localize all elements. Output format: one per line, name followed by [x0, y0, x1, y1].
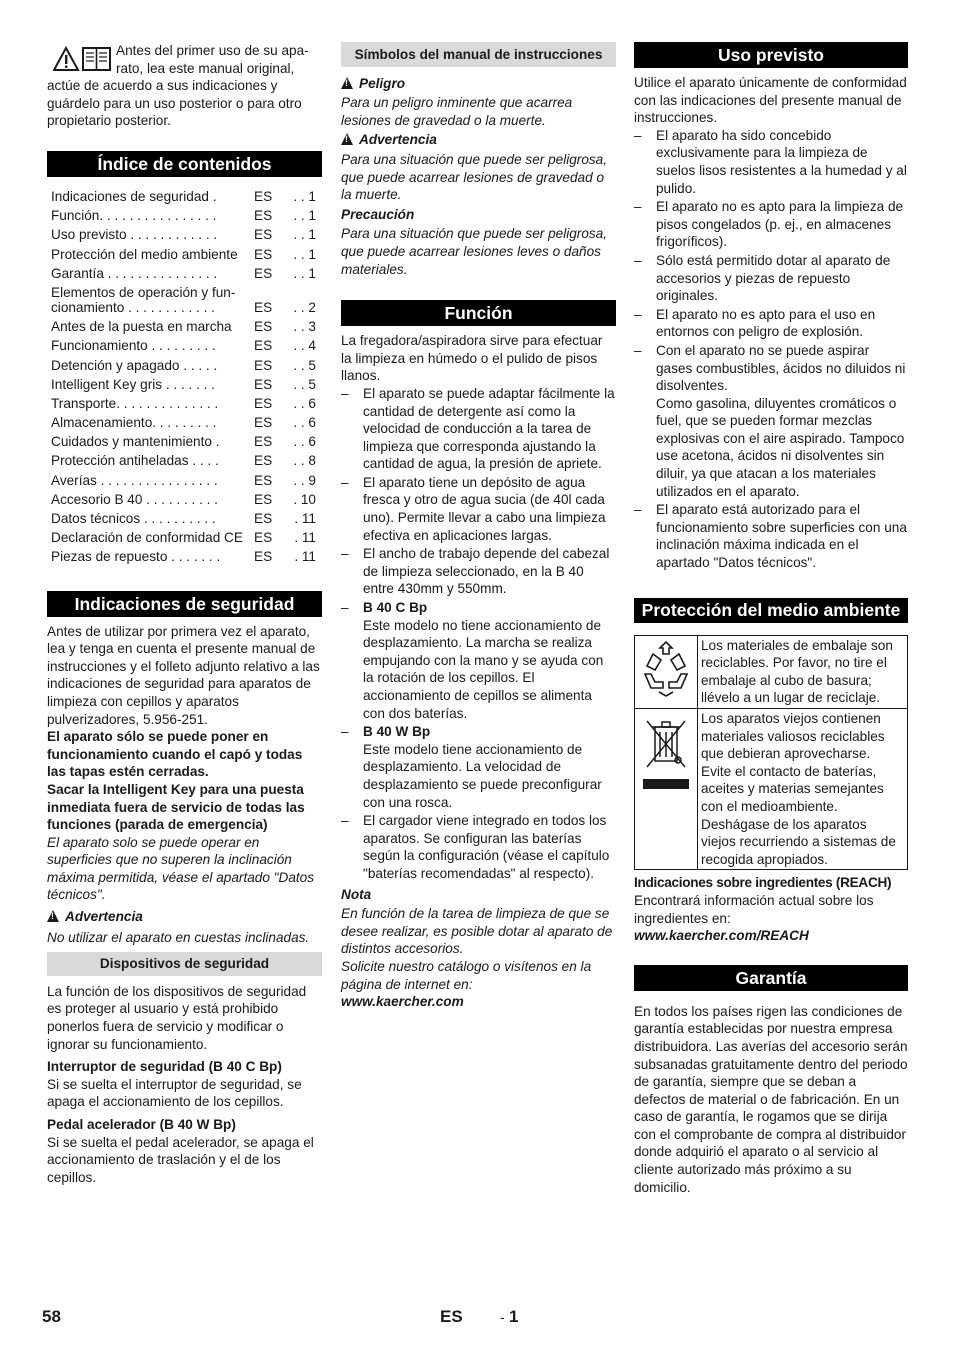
safety-warning-label [47, 908, 322, 926]
column-middle [341, 42, 616, 1011]
toc-item-page: . . 9 [293, 472, 316, 488]
crossed-bin-icon [639, 715, 693, 799]
pedal-text: Si se suelta el pedal acelerador, se apaga el accionamiento de traslación y el de los cepillos. [47, 1134, 314, 1185]
use-title: Uso previsto [634, 42, 908, 68]
toc-item-page: . . 1 [293, 265, 316, 281]
toc-item-title [47, 285, 254, 319]
intro-block [47, 42, 322, 130]
use-bullets [634, 127, 908, 572]
toc-item-lang: ES [254, 491, 273, 507]
toc-item-lang: ES [254, 208, 273, 224]
warranty-text: En todos los países rigen las condiciones de garantía establecidas por nuestra empresa distribuidora. Las averías del accesorio serán subsanadas gratuitamente dentro del periodo de garantía, siempre que se deban a defectos de material o de fabricación. En un caso de garantía, le rogamos que se dirija con el comprobante de compra al distribuidor donde adquirió el aparato o al servicio al cliente autorizado más próximo a su domicilio. [634, 1003, 908, 1195]
toc-row[interactable] [47, 377, 322, 396]
toc-item-title-line2: cionamiento . . . . . . . . . . . . [51, 299, 215, 315]
toc-item-lang: ES [254, 246, 273, 262]
toc-item-title: Uso previsto . . . . . . . . . . . . [51, 227, 218, 243]
intro-rest: actúe de acuerdo a sus indicaciones y guárdelo para un uso posterior o para otro propietario posterior. [47, 78, 302, 129]
model-w-title: – B 40 W Bp [363, 724, 431, 740]
use-bullet-5 [634, 342, 908, 500]
page-number: 58 [42, 1307, 61, 1326]
intro-line2: rato, lea este manual original, [116, 60, 295, 76]
toc-item-title: Indicaciones de seguridad . [51, 189, 217, 204]
devices-title: Dispositivos de seguridad [47, 952, 322, 976]
safety-p4: El aparato solo se puede operar en superficies que no superen la inclinación máxima permitida, véase el apartado "Datos técnicos". [47, 834, 315, 903]
toc-item-page: . . 1 [293, 227, 316, 243]
toc-item-page: . . 5 [293, 376, 316, 392]
function-bullet-2: – El aparato tiene un depósito de agua fresca y otro de agua sucia (de 40l cada uno). Permite llevar a cabo una limpieza efectiva en aplicaciones largas. [341, 474, 616, 544]
toc-row[interactable] [47, 285, 322, 319]
note-text-2: Solicite nuestro catálogo o visítenos en la página de internet en: [341, 958, 592, 992]
caution-label: Precaución [341, 206, 415, 222]
toc-item-title: Datos técnicos . . . . . . . . . . [51, 511, 216, 526]
safety-p2: El aparato sólo se puede poner en funcionamiento cuando el capó y todas las tapas estén cerradas. [47, 729, 303, 780]
toc-row[interactable] [47, 492, 322, 511]
warning-manual-icon [53, 46, 113, 72]
function-bullet-w [341, 723, 616, 811]
pedal-title: Pedal acelerador (B 40 W Bp) [47, 1117, 236, 1132]
function-title: Función [341, 300, 616, 326]
use-bullet-1: – El aparato ha sido concebido exclusivamente para la limpieza de suelos lisos resistentes a la humedad y al pulido. [634, 127, 908, 197]
toc-item-page: . . 8 [293, 453, 316, 469]
toc-item-page: . . 2 [293, 299, 316, 315]
toc-item-title: Piezas de repuesto . . . . . . . [51, 549, 221, 565]
toc-item-lang: ES [254, 511, 273, 526]
toc-title: Índice de contenidos [47, 151, 322, 177]
toc-item-page: . 11 [294, 511, 316, 526]
warning-icon [47, 910, 59, 922]
toc-item-page: . . 6 [293, 434, 316, 450]
switch-title: Interruptor de seguridad (B 40 C Bp) [47, 1059, 282, 1075]
model-w-text: Este modelo tiene accionamiento de desplazamiento. La velocidad de desplazamiento se puede preconfigurar con una rosca. [363, 741, 602, 810]
toc-row[interactable] [47, 358, 322, 377]
toc-row[interactable] [47, 473, 322, 492]
toc-item-title-line1: Elementos de operación y fun- [51, 284, 236, 300]
toc-item-page: . . 6 [293, 395, 316, 411]
use-bullet-3: – Sólo está permitido dotar al aparato de accesorios y piezas de repuesto originales. [634, 252, 908, 305]
warning-text: Para una situación que puede ser peligrosa, que puede acarrear lesiones de gravedad o la muerte. [341, 151, 608, 203]
toc-item-title: Transporte. . . . . . . . . . . . . . [51, 395, 219, 411]
toc-row[interactable] [47, 434, 322, 453]
function-bullet-3: – El ancho de trabajo depende del cabezal de limpieza seleccionado, en la B 40 entre 430mm y 550mm. [341, 545, 616, 598]
toc-row[interactable] [47, 396, 322, 415]
danger-label [341, 75, 616, 93]
toc-item-title: Antes de la puesta en marcha [51, 319, 232, 335]
toc-item-page: . . 3 [293, 319, 316, 335]
toc-item-page: . . 1 [293, 246, 316, 262]
toc-item-page: . . 1 [293, 189, 316, 204]
toc-item-page: . . 4 [293, 338, 316, 354]
warning-label-text: Advertencia [359, 132, 437, 148]
toc-item-lang: ES [254, 357, 273, 373]
caution-text: Para una situación que puede ser peligrosa, que puede acarrear lesiones leves o daños materiales. [341, 226, 608, 277]
toc-item-page: . 11 [294, 549, 316, 565]
environment-table [634, 635, 908, 871]
function-bullet-c [341, 599, 616, 722]
footer-separator: - [500, 1309, 505, 1325]
footer-section-page: 1 [509, 1307, 519, 1326]
note-label: Nota [341, 886, 372, 902]
use-bullet-6: – El aparato está autorizado para el funcionamiento sobre superficies con una inclinación máxima indicada en el apartado "Datos técnicos". [634, 501, 908, 571]
toc-item-title: Protección del medio ambiente [51, 246, 238, 262]
environment-title: Protección del medio ambiente [634, 598, 908, 623]
toc-item-lang: ES [254, 376, 273, 392]
toc-item-title: Cuidados y mantenimiento . [51, 434, 220, 450]
toc-item-lang: ES [254, 227, 273, 243]
function-bullet-1: – El aparato se puede adaptar fácilmente la cantidad de detergente así como la velocidad de conducción a la tarea de limpieza que corresponda ajustando la cantidad de agua, la presión de apriete. [341, 385, 616, 473]
safety-title: Indicaciones de seguridad [47, 591, 322, 617]
safety-warning-text-label: Advertencia [65, 909, 143, 925]
recycle-cell [635, 635, 698, 708]
toc-row[interactable] [47, 227, 322, 246]
warranty-title: Garantía [634, 965, 908, 991]
toc-item-lang: ES [254, 530, 273, 546]
toc-item-lang: ES [254, 415, 273, 431]
toc-row[interactable] [47, 530, 322, 549]
footer-lang: ES [440, 1307, 463, 1326]
note-text: En función de la tarea de limpieza de que se desee realizar, es posible dotar al aparato de distintos accesorios. [341, 906, 613, 957]
toc-item-title: Garantía . . . . . . . . . . . . . . . [51, 265, 218, 281]
function-bullets [341, 385, 616, 883]
weee-cell [635, 709, 698, 870]
use-bullet-4: – El aparato no es apto para el uso en entornos con peligro de explosión. [634, 306, 908, 341]
toc-item-page: . 10 [293, 491, 316, 507]
toc-row[interactable] [47, 319, 322, 338]
toc-item-lang: ES [254, 395, 273, 411]
warning-label [341, 131, 616, 149]
toc-item-lang: ES [254, 319, 273, 335]
column-right [634, 42, 908, 1196]
toc-item-title: Intelligent Key gris . . . . . . . [51, 376, 215, 392]
toc-item-page: . 11 [294, 530, 316, 546]
toc-item-lang: ES [254, 189, 273, 204]
model-c-text: Este modelo no tiene accionamiento de desplazamiento. La marcha se realiza empujando con la mano y se ayuda con la rotación de los cepillos. El accionamiento de cepillos se alimenta con dos baterías. [363, 617, 604, 721]
switch-text: Si se suelta el interruptor de seguridad, se apaga el accionamiento de los cepillos. [47, 1076, 302, 1110]
danger-text: Para un peligro inminente que acarrea lesiones de gravedad o la muerte. [341, 95, 573, 128]
function-bullet-charger: – El cargador viene integrado en todos los aparatos. Se configuran las baterías según la configuración (véase el capítulo "baterías recomendadas" al respecto). [341, 812, 616, 882]
toc-item-lang: ES [254, 338, 273, 354]
reach-title: Indicaciones sobre ingredientes (REACH) [634, 875, 892, 891]
danger-label-text: Peligro [359, 75, 406, 91]
toc-item-title: Declaración de conformidad CE [51, 530, 243, 546]
safety-p1: Antes de utilizar por primera vez el aparato, lea y tenga en cuenta el presente manual de instrucciones y el folleto adjunto relativo a las indicaciones de seguridad para aparatos de limpieza con cepillos y aparatos pulverizadores, 5.956-251. [47, 623, 320, 727]
toc-table [47, 189, 322, 569]
toc-item-title: Averías . . . . . . . . . . . . . . . . [51, 472, 218, 488]
intro-line1: Antes del primer uso de su apa- [116, 43, 309, 58]
toc-row[interactable] [47, 189, 322, 208]
toc-item-title: Detención y apagado . . . . . [51, 357, 218, 373]
toc-row[interactable] [47, 338, 322, 357]
toc-item-page: . . 6 [293, 415, 316, 431]
toc-item-page: . . 1 [293, 208, 316, 224]
toc-item-title: Accesorio B 40 . . . . . . . . . . [51, 491, 218, 507]
use-solvents-note: Como gasolina, diluyentes cromáticos o fuel, que se pueden formar mezclas explosivas con el aire aspirado. Tampoco use acetona, ácidos ni disolventes sin diluir, ya que atacan a los materiales utilizados en el aparato. [656, 395, 905, 499]
use-bullet-2: – El aparato no es apto para la limpieza de pisos congelados (p. ej., en almacenes frigoríficos). [634, 198, 908, 251]
devices-text: La función de los dispositivos de seguridad es proteger al usuario y está prohibido ponerlos fuera de servicio y modificar o ignorar su funcionamiento. [47, 983, 307, 1052]
toc-item-lang: ES [254, 549, 273, 565]
safety-p3: Sacar la Intelligent Key para una puesta inmediata fuera de servicio de todas las funciones (parada de emergencia) [47, 781, 305, 833]
toc-row[interactable] [47, 549, 322, 568]
danger-icon [341, 77, 353, 89]
model-c-title: – B 40 C Bp [363, 600, 428, 616]
toc-item-title: Funcionamiento . . . . . . . . . [51, 338, 216, 354]
safety-warning-text: No utilizar el aparato en cuestas inclinadas. [47, 929, 310, 945]
toc-item-title: Almacenamiento. . . . . . . . . [51, 415, 217, 431]
toc-item-lang: ES [254, 472, 273, 488]
recycle-icon [639, 640, 693, 698]
symbols-title: Símbolos del manual de instrucciones [341, 42, 616, 67]
intro-icons [53, 46, 113, 72]
note-url[interactable]: www.kaercher.com [341, 994, 464, 1010]
function-intro: La fregadora/aspiradora sirve para efectuar la limpieza en húmedo o el pulido de pisos llanos. [341, 333, 603, 384]
packaging-text: Los materiales de embalaje son reciclables. Por favor, no tire el embalaje al cubo de basura; llévelo a un lugar de reciclaje. [698, 635, 908, 708]
toc-row[interactable] [47, 453, 322, 472]
toc-item-page: . . 5 [293, 357, 316, 373]
toc-item-title: Protección antiheladas . . . . [51, 453, 219, 469]
toc-row[interactable] [47, 247, 322, 266]
toc-item-lang: ES [254, 453, 273, 469]
warning-icon [341, 133, 353, 145]
column-left [47, 42, 322, 1186]
reach-url[interactable]: www.kaercher.com/REACH [634, 928, 809, 944]
toc-item-lang: ES [254, 299, 273, 315]
old-devices-text: Los aparatos viejos contienen materiales valiosos reciclables que debieran aprovecharse. Evite el contacto de baterías, aceites y materias semejantes con el medioambiente. Deshágase de los aparatos viejos recurriendo a sistemas de recogida apropiados. [698, 709, 908, 870]
toc-item-lang: ES [254, 265, 273, 281]
toc-row[interactable] [47, 415, 322, 434]
toc-row[interactable] [47, 266, 322, 285]
toc-row[interactable] [47, 208, 322, 227]
toc-item-title: Función. . . . . . . . . . . . . . . . [51, 208, 217, 224]
use-bullet-5-text: – Con el aparato no se puede aspirar gases combustibles, ácidos no diluidos ni disolventes. [656, 342, 906, 394]
toc-item-lang: ES [254, 434, 273, 450]
toc-row[interactable] [47, 511, 322, 530]
reach-text: Encontrará información actual sobre los ingredientes en: [634, 892, 874, 926]
use-intro: Utilice el aparato únicamente de conformidad con las indicaciones del presente manual de instrucciones. [634, 75, 907, 126]
